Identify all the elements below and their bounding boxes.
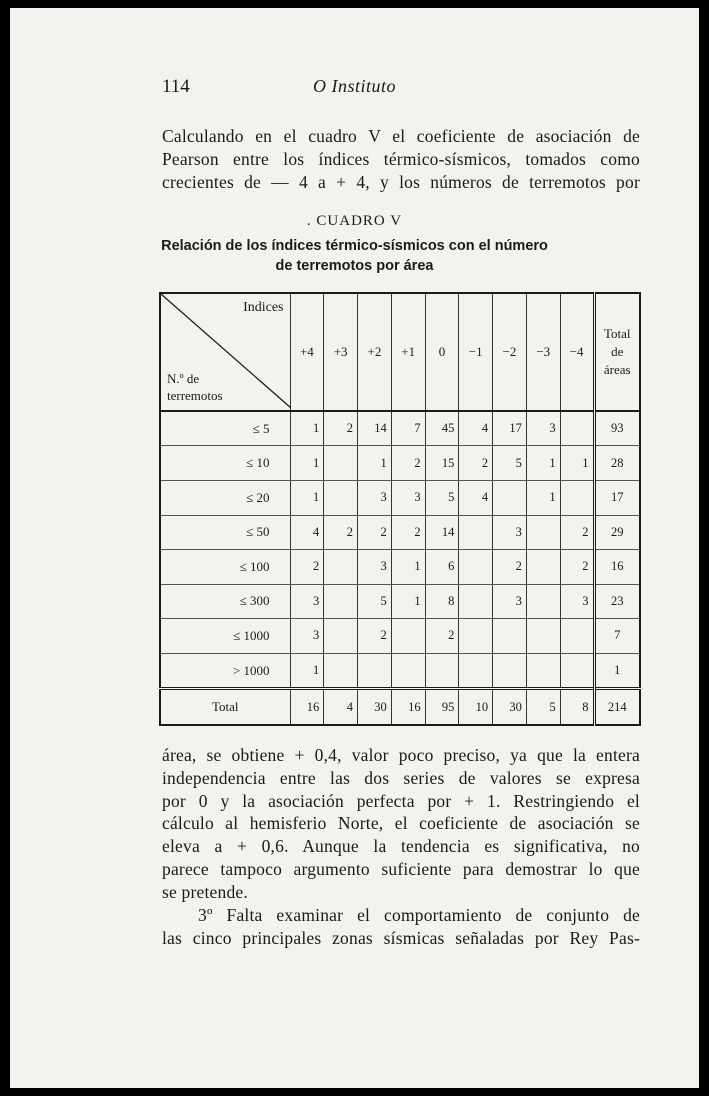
text-line: área, se obtiene + 0,4, valor poco preciso, ya que la entera <box>162 745 640 765</box>
table-row <box>160 584 640 619</box>
index-header: −1 <box>459 293 493 411</box>
table-cell: 1 <box>560 446 594 481</box>
table-cell: 8 <box>560 689 594 725</box>
row-total: 16 <box>594 550 640 585</box>
index-header: −4 <box>560 293 594 411</box>
row-total: 7 <box>594 619 640 654</box>
table-cell <box>560 481 594 516</box>
table-cell <box>526 515 560 550</box>
table-cell <box>358 653 392 689</box>
table-title <box>10 236 699 276</box>
table-cell: 3 <box>358 481 392 516</box>
table-cell: 3 <box>358 550 392 585</box>
row-label: ≤ 1000 <box>160 619 290 654</box>
table-cell: 4 <box>459 411 493 446</box>
table-cell: 2 <box>425 619 459 654</box>
table-cell <box>560 619 594 654</box>
table-cell: 1 <box>358 446 392 481</box>
text-line: eleva a + 0,6. Aunque la tendencia es significativa, no <box>162 836 640 857</box>
table-cell: 95 <box>425 689 459 725</box>
table-cell <box>459 584 493 619</box>
table-cell: 3 <box>493 515 527 550</box>
table-row <box>160 653 640 689</box>
table-cell: 15 <box>425 446 459 481</box>
table-cell: 1 <box>391 550 425 585</box>
text-line: parece tampoco argumento suficiente para demostrar lo que <box>162 858 640 879</box>
index-header: +2 <box>358 293 392 411</box>
table-cell <box>391 619 425 654</box>
table-cell <box>324 619 358 654</box>
row-label: ≤ 300 <box>160 584 290 619</box>
table-cell: 1 <box>526 481 560 516</box>
table-cell: 3 <box>560 584 594 619</box>
row-label: ≤ 100 <box>160 550 290 585</box>
text-line: crecientes de — 4 a + 4, y los números de terremotos por <box>162 171 640 192</box>
index-header: +3 <box>324 293 358 411</box>
table-cell: 5 <box>493 446 527 481</box>
table-cell: 16 <box>290 689 324 725</box>
data-table <box>159 292 641 726</box>
table-cell: 7 <box>391 411 425 446</box>
table-title-line: Relación de los índices térmico-sísmicos con el número <box>161 238 548 254</box>
table-cell <box>526 619 560 654</box>
text-line: independencia entre las dos series de valores se expresa <box>162 767 640 788</box>
table-cell: 1 <box>290 481 324 516</box>
table-cell: 2 <box>358 619 392 654</box>
table-row <box>160 411 640 446</box>
table-cell: 14 <box>358 411 392 446</box>
row-total: 23 <box>594 584 640 619</box>
table-cell: 2 <box>324 515 358 550</box>
text-line: Calculando en el cuadro V el coeficiente de asociación de <box>162 126 640 146</box>
text-line: las cinco principales zonas sísmicas señaladas por Rey Pas- <box>162 927 640 948</box>
table-cell: 17 <box>493 411 527 446</box>
row-total: 28 <box>594 446 640 481</box>
table-cell: 5 <box>526 689 560 725</box>
text-line: por 0 y la asociación perfecta por + 1. Restringiendo el <box>162 790 640 811</box>
table-cell <box>324 481 358 516</box>
table-cell <box>324 584 358 619</box>
table-cell: 8 <box>425 584 459 619</box>
index-header: +4 <box>290 293 324 411</box>
table-label: . CUADRO V <box>306 213 403 229</box>
table-cell: 1 <box>290 653 324 689</box>
corner-label-line: N.º de <box>167 370 200 386</box>
total-header-line: de <box>611 343 624 359</box>
page-number: 114 <box>162 76 190 97</box>
table-cell: 6 <box>425 550 459 585</box>
row-label: ≤ 10 <box>160 446 290 481</box>
table-cell: 5 <box>358 584 392 619</box>
table-cell <box>459 619 493 654</box>
table-cell <box>493 481 527 516</box>
row-label: ≤ 5 <box>160 411 290 446</box>
table-cell <box>526 550 560 585</box>
table-cell: 2 <box>391 515 425 550</box>
index-header: +1 <box>391 293 425 411</box>
total-header-line: Total <box>603 325 631 341</box>
row-total: 29 <box>594 515 640 550</box>
page-header <box>10 76 699 100</box>
table-cell: 3 <box>391 481 425 516</box>
corner-label-indices: Indices <box>243 300 284 315</box>
table-cell <box>493 619 527 654</box>
table-cell <box>493 653 527 689</box>
table-cell: 5 <box>425 481 459 516</box>
table-cell <box>324 653 358 689</box>
table-row <box>160 550 640 585</box>
total-header-line: áreas <box>603 361 631 377</box>
table-cell: 14 <box>425 515 459 550</box>
table-row <box>160 619 640 654</box>
table-cell: 10 <box>459 689 493 725</box>
index-header: −3 <box>526 293 560 411</box>
table-cell: 2 <box>560 515 594 550</box>
table-cell: 2 <box>560 550 594 585</box>
table-cell: 3 <box>493 584 527 619</box>
index-header: −2 <box>493 293 527 411</box>
table-cell: 4 <box>459 481 493 516</box>
table-cell: 4 <box>324 689 358 725</box>
table-header-row <box>160 293 640 411</box>
table-cell: 3 <box>526 411 560 446</box>
table-cell: 30 <box>358 689 392 725</box>
table-cell: 2 <box>290 550 324 585</box>
table-cell <box>324 550 358 585</box>
table-cell: 1 <box>290 446 324 481</box>
corner-label-terremotos <box>167 370 223 404</box>
row-total: 17 <box>594 481 640 516</box>
table-row <box>160 446 640 481</box>
table-total-row <box>160 689 640 725</box>
table-cell: 2 <box>493 550 527 585</box>
corner-label-line: terremotos <box>167 387 223 403</box>
table-cell: 1 <box>526 446 560 481</box>
table-cell: 16 <box>391 689 425 725</box>
table-cell: 45 <box>425 411 459 446</box>
row-label: ≤ 20 <box>160 481 290 516</box>
grand-total: 214 <box>594 689 640 725</box>
table-cell <box>526 584 560 619</box>
row-total: 93 <box>594 411 640 446</box>
text-line: se pretende. <box>162 881 248 902</box>
table-cell <box>324 446 358 481</box>
table-cell: 1 <box>391 584 425 619</box>
table-cell: 2 <box>324 411 358 446</box>
corner-header-cell <box>160 293 290 411</box>
table-cell <box>391 653 425 689</box>
scanned-page <box>10 8 699 1088</box>
row-label: > 1000 <box>160 653 290 689</box>
table-cell <box>560 653 594 689</box>
table-cell <box>459 550 493 585</box>
text-line: Pearson entre los índices térmico-sísmicos, tomados como <box>162 148 640 169</box>
table-cell: 4 <box>290 515 324 550</box>
index-header: 0 <box>425 293 459 411</box>
text-line: cálculo al hemisferio Norte, el coeficiente de asociación se <box>162 813 640 834</box>
table-cell <box>560 411 594 446</box>
table-cell: 2 <box>358 515 392 550</box>
table-cell: 3 <box>290 619 324 654</box>
intro-paragraph <box>162 125 640 193</box>
body-paragraph <box>162 744 640 904</box>
table-row <box>160 481 640 516</box>
running-head: O Instituto <box>312 76 396 96</box>
table-cell: 2 <box>459 446 493 481</box>
table-cell: 3 <box>290 584 324 619</box>
total-header <box>594 293 640 411</box>
table-row <box>160 515 640 550</box>
table-cell: 30 <box>493 689 527 725</box>
table-cell <box>459 653 493 689</box>
table-title-line: de terremotos por área <box>275 258 434 274</box>
table-cell: 1 <box>290 411 324 446</box>
table-cell <box>459 515 493 550</box>
table-cell <box>526 653 560 689</box>
text-line: 3º Falta examinar el comportamiento de conjunto de <box>198 905 640 925</box>
row-label: ≤ 50 <box>160 515 290 550</box>
final-paragraph <box>162 904 640 950</box>
row-total: 1 <box>594 653 640 689</box>
table-cell <box>425 653 459 689</box>
table-cell: 2 <box>391 446 425 481</box>
row-label: Total <box>160 689 290 725</box>
